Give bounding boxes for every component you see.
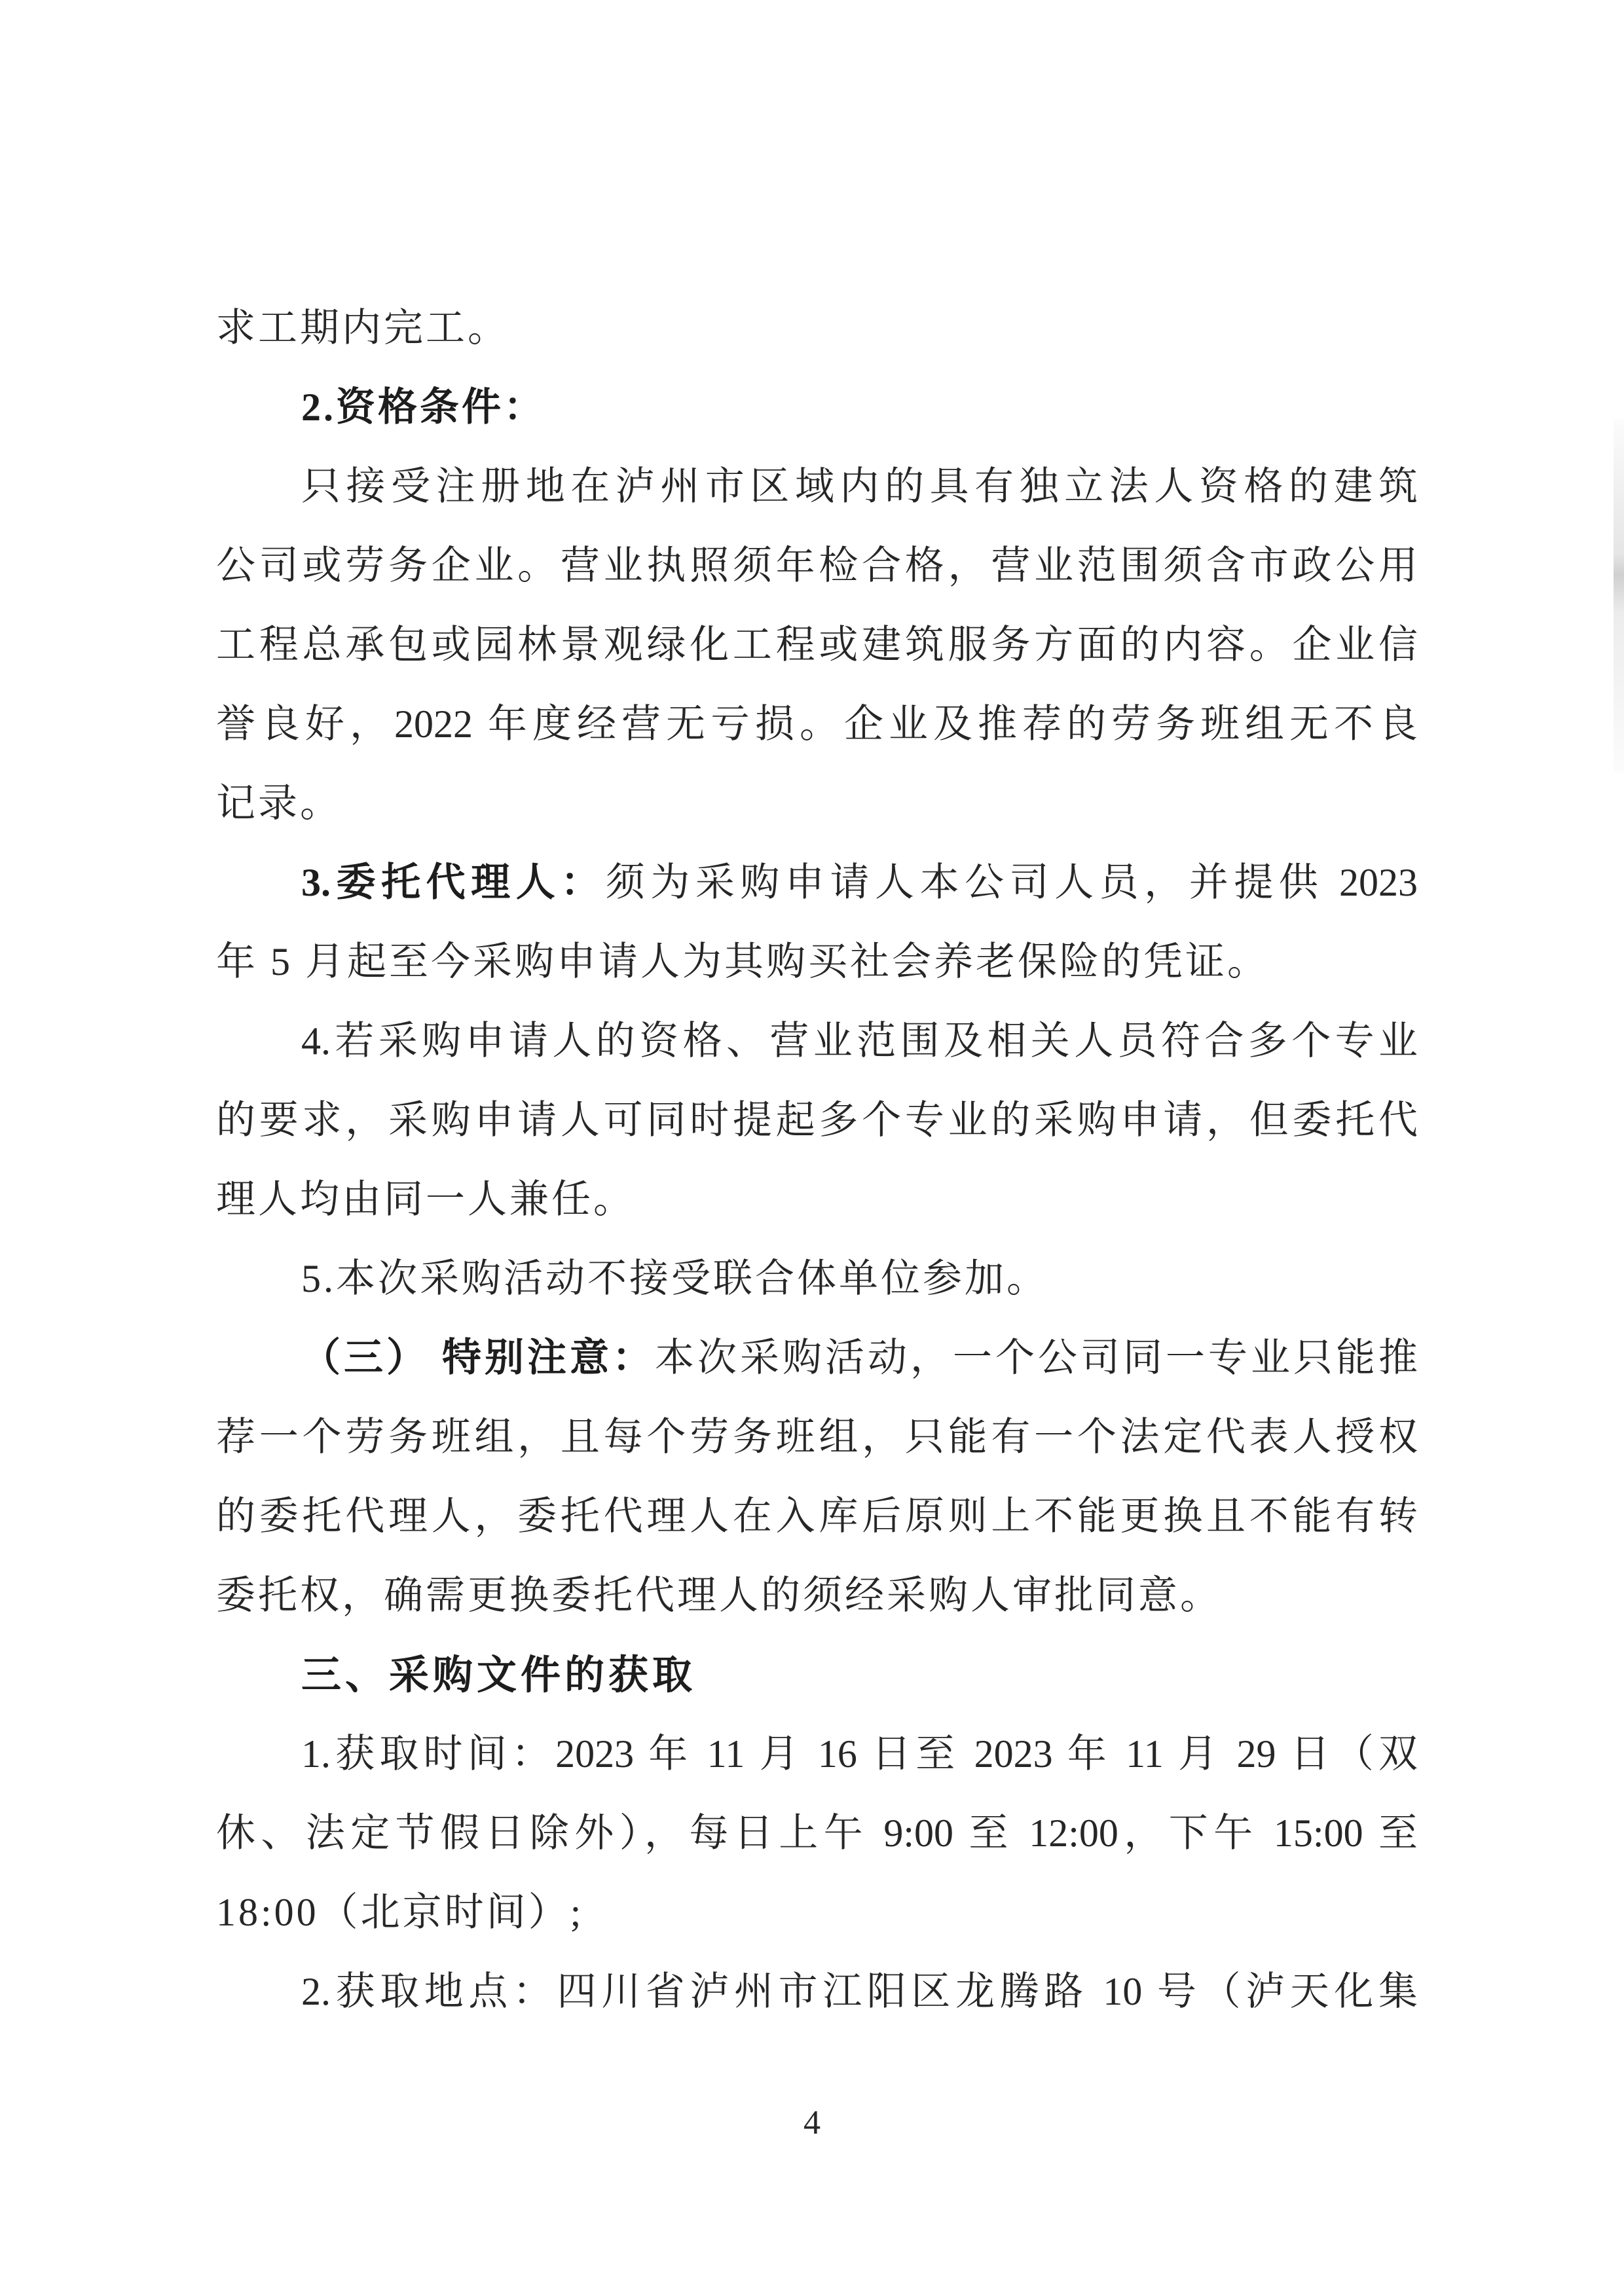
document-line: [216, 447, 1418, 526]
text-segment: 1.获取时间：2023 年 11 月 16 日至 2023 年 11 月 29 日（双: [301, 1732, 1418, 1776]
document-line: [216, 764, 1418, 843]
bold-text-segment: 三、采购文件的获取: [301, 1652, 697, 1697]
document-line: [216, 922, 1418, 1002]
text-segment: 2.获取地点：四川省泸州市江阳区龙腾路 10 号（泸天化集: [301, 1970, 1418, 2013]
document-line: [216, 1556, 1418, 1635]
document-line: [216, 1873, 1418, 1952]
text-segment: 5.本次采购活动不接受联合体单位参加。: [301, 1257, 1048, 1300]
text-segment: 公司或劳务企业。营业执照须年检合格，营业范围须含市政公用: [216, 544, 1418, 587]
page-number: 4: [803, 2104, 821, 2141]
text-segment: 须为采购申请人本公司人员，并提供 2023: [605, 861, 1418, 904]
document-line: [216, 1160, 1418, 1239]
document-line: [216, 606, 1418, 685]
text-segment: 理人均由同一人兼任。: [216, 1178, 635, 1221]
text-segment: 年 5 月起至今采购申请人为其购买社会养老保险的凭证。: [216, 940, 1269, 983]
bold-text-segment: 3.委托代理人：: [301, 861, 606, 904]
document-line: [216, 843, 1418, 922]
document-line: [216, 1715, 1418, 1794]
document-line: [216, 1319, 1418, 1398]
scan-edge-artifact: [1614, 419, 1624, 773]
text-segment: 工程总承包或园林景观绿化工程或建筑服务方面的内容。企业信: [216, 623, 1418, 666]
document-line: [216, 289, 1418, 368]
text-segment: 誉良好，2022 年度经营无亏损。企业及推荐的劳务班组无不良: [216, 702, 1418, 746]
text-segment: 的委托代理人，委托代理人在入库后原则上不能更换且不能有转: [216, 1495, 1418, 1538]
document-line: [216, 1239, 1418, 1319]
section-heading: [216, 1635, 1418, 1715]
document-line: [216, 526, 1418, 606]
text-block: [216, 289, 1418, 2032]
text-segment: 本次采购活动，一个公司同一专业只能推: [655, 1336, 1418, 1379]
bold-text-segment: （三） 特别注意：: [301, 1336, 655, 1379]
bold-text-segment: 2.资格条件：: [301, 386, 545, 429]
document-line: [216, 1952, 1418, 2032]
text-segment: 只接受注册地在泸州市区域内的具有独立法人资格的建筑: [301, 465, 1418, 508]
text-segment: 记录。: [216, 782, 342, 825]
text-segment: 休、法定节假日除外），每日上午 9:00 至 12:00，下午 15:00 至: [216, 1812, 1418, 1855]
text-segment: 的要求，采购申请人可同时提起多个专业的采购申请，但委托代: [216, 1099, 1418, 1142]
text-segment: 荐一个劳务班组，且每个劳务班组，只能有一个法定代表人授权: [216, 1415, 1418, 1459]
document-line: [216, 1081, 1418, 1160]
text-segment: 4.若采购申请人的资格、营业范围及相关人员符合多个专业: [301, 1019, 1418, 1063]
document-line: [216, 1398, 1418, 1477]
text-segment: 18:00（北京时间）;: [216, 1891, 584, 1934]
document-line: [216, 1794, 1418, 1873]
text-segment: 求工期内完工。: [216, 306, 509, 350]
document-line: [216, 1002, 1418, 1081]
document-line: [216, 685, 1418, 764]
text-segment: 委托权，确需更换委托代理人的须经采购人审批同意。: [216, 1574, 1222, 1617]
document-line: [216, 368, 1418, 447]
document-line: [216, 1477, 1418, 1556]
